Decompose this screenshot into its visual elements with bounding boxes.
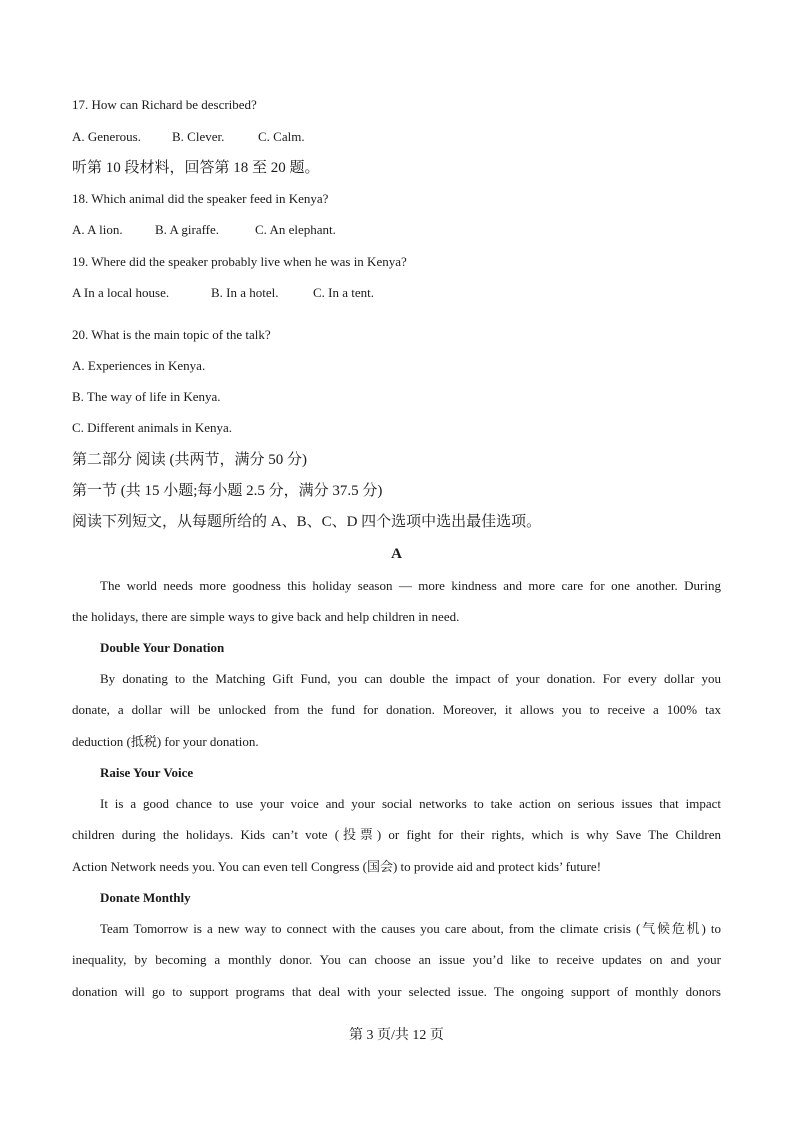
paragraph-line: It is a good chance to use your voice and your social networks to take action on serious issues that impact bbox=[100, 796, 721, 811]
option-b: B. Clever. bbox=[172, 129, 225, 144]
paragraph-donate-monthly bbox=[72, 921, 721, 1015]
passage-label: A bbox=[391, 546, 402, 562]
reading-instruction: 阅读下列短文，从每题所给的 A、B、C、D 四个选项中选出最佳选项。 bbox=[72, 514, 542, 530]
section-1-title: 第一节 (共 15 小题;每小题 2.5 分，满分 37.5 分) bbox=[72, 483, 383, 499]
paragraph-line: The world needs more goodness this holiday season — more kindness and more care for one another. During bbox=[100, 578, 721, 593]
heading-raise-voice: Raise Your Voice bbox=[100, 765, 194, 780]
option-a: A. Generous. bbox=[72, 129, 141, 144]
paragraph-raise-voice bbox=[72, 796, 721, 890]
options-19 bbox=[72, 285, 374, 301]
intro-paragraph bbox=[72, 578, 721, 641]
option-b: B. A giraffe. bbox=[155, 222, 220, 237]
option-c: C. Different animals in Kenya. bbox=[72, 420, 233, 435]
option-c: C. Calm. bbox=[258, 129, 305, 144]
option-a: A In a local house. bbox=[72, 285, 170, 300]
page-number: 第 3 页/共 12 页 bbox=[349, 1028, 444, 1043]
option-a: A. Experiences in Kenya. bbox=[72, 358, 206, 373]
paragraph-line: Action Network needs you. You can even tell Congress (国会) to provide aid and protect kids’ future! bbox=[72, 858, 602, 874]
part-2-title: 第二部分 阅读 (共两节，满分 50 分) bbox=[72, 452, 307, 468]
paragraph-line: donation will go to support programs that deal with your selected issue. The ongoing support of monthly donors bbox=[72, 983, 721, 999]
option-b: B. In a hotel. bbox=[211, 285, 279, 300]
instruction-text-10: 听第 10 段材料，回答第 18 至 20 题。 bbox=[72, 160, 320, 176]
question-20: 20. What is the main topic of the talk? bbox=[72, 327, 271, 342]
paragraph-line: donate, a dollar will be unlocked from the fund for donation. Moreover, it allows you to receive a 100% tax bbox=[72, 702, 721, 718]
heading-donate-monthly: Donate Monthly bbox=[100, 890, 191, 905]
option-c: C. An elephant. bbox=[255, 222, 336, 237]
paragraph-line: the holidays, there are simple ways to give back and help children in need. bbox=[72, 609, 460, 625]
paragraph-line: By donating to the Matching Gift Fund, you can double the impact of your donation. For every dollar you bbox=[100, 671, 721, 686]
paragraph-line: children during the holidays. Kids can’t vote (投票) or fight for their rights, which is why Save The Children bbox=[72, 827, 721, 843]
options-18 bbox=[72, 222, 336, 238]
question-18: 18. Which animal did the speaker feed in Kenya? bbox=[72, 191, 329, 206]
question-19: 19. Where did the speaker probably live when he was in Kenya? bbox=[72, 254, 407, 269]
option-b: B. The way of life in Kenya. bbox=[72, 389, 221, 404]
heading-double-donation: Double Your Donation bbox=[100, 640, 225, 655]
paragraph-line: deduction (抵税) for your donation. bbox=[72, 733, 259, 749]
option-c: C. In a tent. bbox=[313, 285, 375, 300]
option-a: A. A lion. bbox=[72, 222, 123, 237]
options-17 bbox=[72, 129, 305, 145]
paragraph-line: inequality, by becoming a monthly donor. You can choose an issue you’d like to receive updates on and your bbox=[72, 952, 721, 968]
paragraph-double-donation bbox=[72, 671, 721, 765]
paragraph-line: Team Tomorrow is a new way to connect with the causes you care about, from the climate crisis (气候危机) to bbox=[100, 921, 721, 936]
question-17: 17. How can Richard be described? bbox=[72, 97, 257, 112]
